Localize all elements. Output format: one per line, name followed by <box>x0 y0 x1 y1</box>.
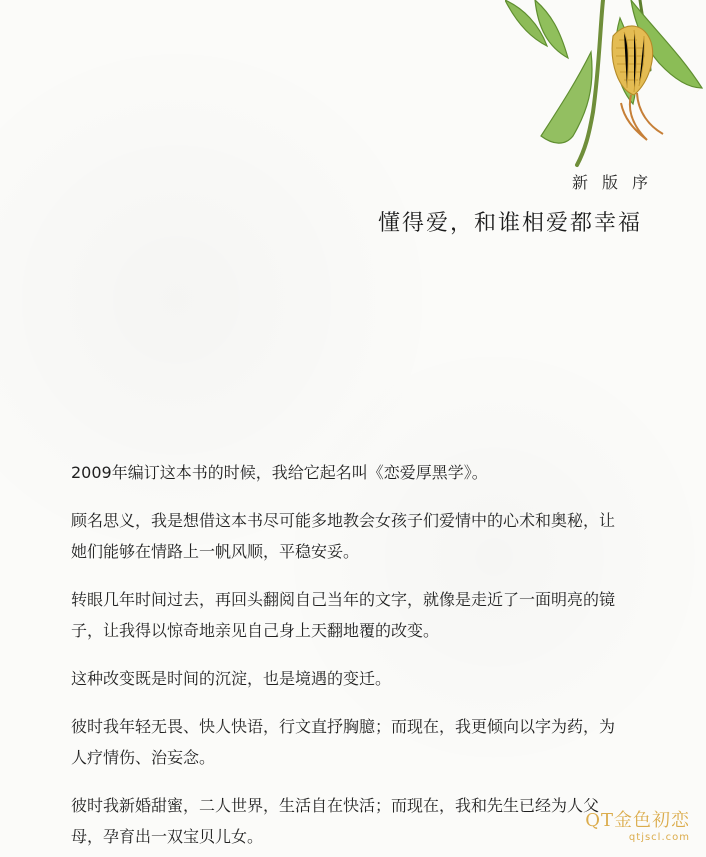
paragraph-5 <box>39 711 675 773</box>
paragraph-3 <box>39 584 675 646</box>
watermark-text: QT金色初恋 <box>585 810 690 831</box>
preface-body <box>39 457 675 852</box>
watermark <box>585 806 690 843</box>
leaf-icon <box>505 0 702 143</box>
paragraph-line: 这种改变既是时间的沉淀，也是境遇的变迁。 <box>71 669 392 688</box>
section-label: 新版序 <box>572 173 663 192</box>
corn-illustration-icon <box>505 0 706 175</box>
paragraph-line: 人疗情伤、治妄念。 <box>71 748 216 767</box>
paragraph-line: 2009年编订这本书的时候，我给它起名叫《恋爱厚黑学》。 <box>71 463 488 482</box>
page-title: 懂得爱，和谁相爱都幸福 <box>378 211 643 236</box>
paragraph-line: 转眼几年时间过去，再回头翻阅自己当年的文字，就像是走近了一面明亮的镜 <box>71 590 616 609</box>
paragraph-line: 顾名思义，我是想借这本书尽可能多地教会女孩子们爱情中的心术和奥秘，让 <box>71 511 616 530</box>
paragraph-2 <box>39 505 675 567</box>
paragraph-1 <box>39 457 675 488</box>
paragraph-line: 母，孕育出一双宝贝儿女。 <box>71 827 264 846</box>
paragraph-6 <box>39 790 675 852</box>
watermark-url: qtjscl.com <box>628 832 690 843</box>
paragraph-4 <box>39 663 675 694</box>
paragraph-line: 彼时我年轻无畏、快人快语，行文直抒胸臆；而现在，我更倾向以字为药，为 <box>71 717 616 736</box>
paragraph-line: 她们能够在情路上一帆风顺，平稳安妥。 <box>71 542 360 561</box>
paragraph-line: 彼时我新婚甜蜜，二人世界，生活自在快活；而现在，我和先生已经为人父 <box>71 796 600 815</box>
paragraph-line: 子，让我得以惊奇地亲见自己身上天翻地覆的改变。 <box>71 621 440 640</box>
